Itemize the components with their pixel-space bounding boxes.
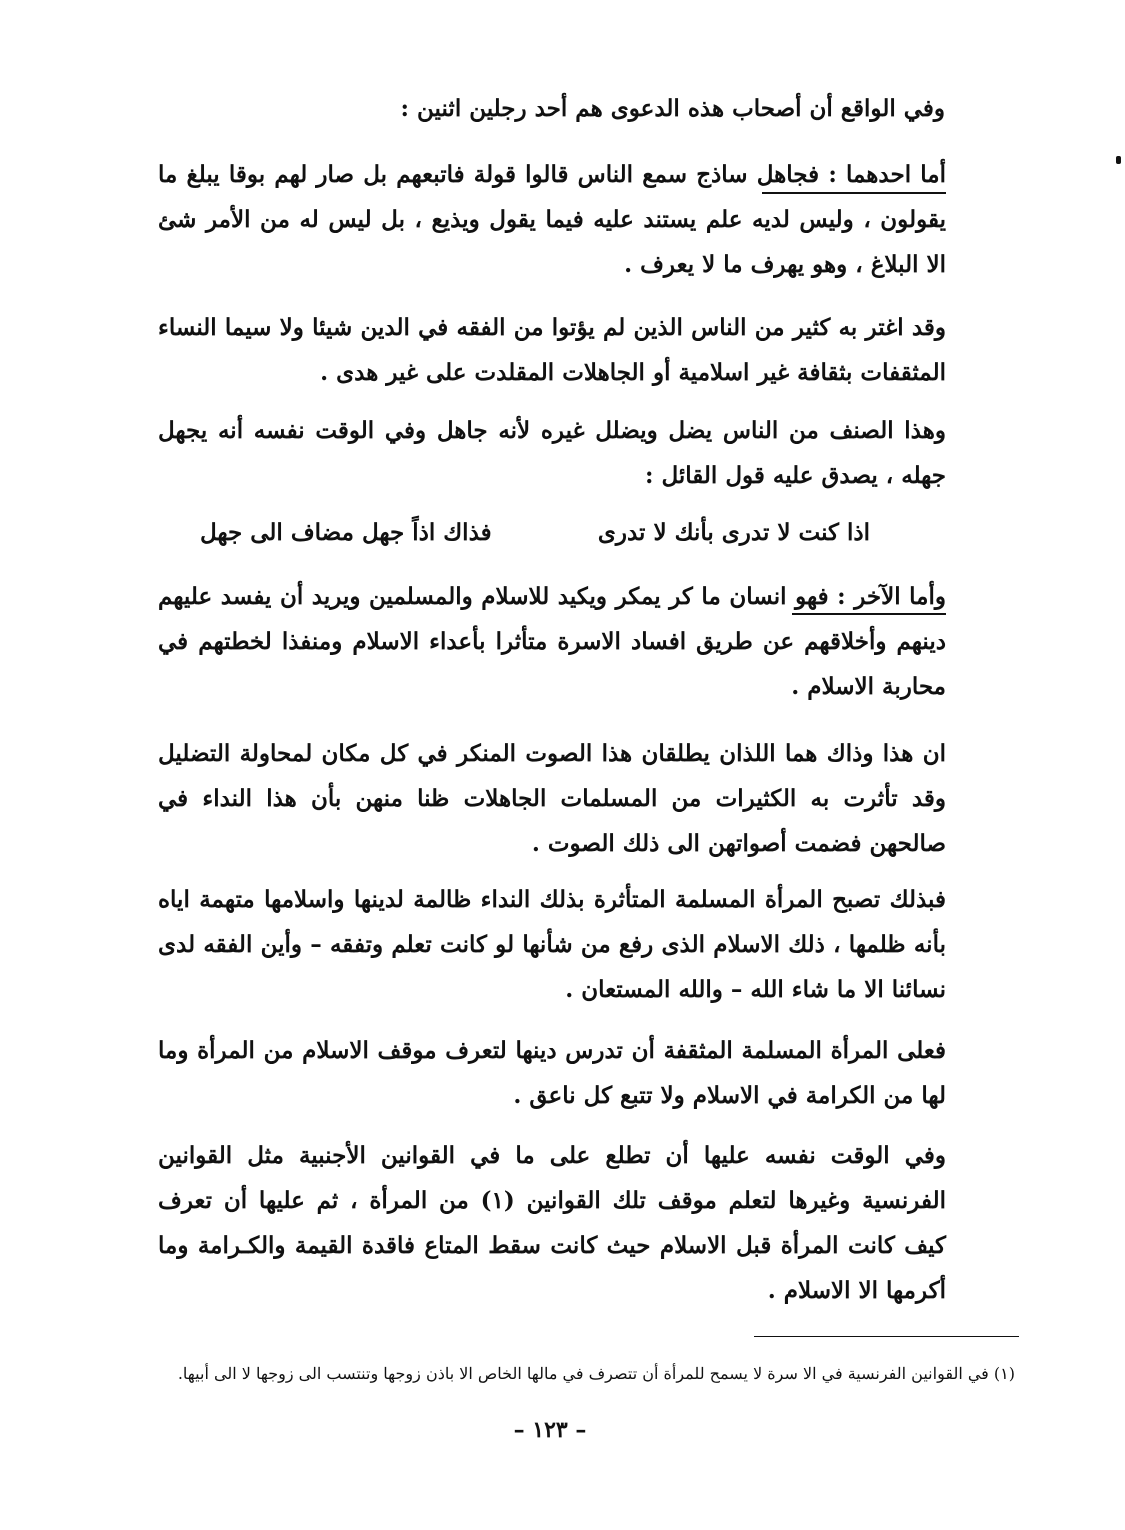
paragraph-first-man: أما احدهما : فجاهل ساذج سمع الناس قالوا قولة فاتبعهم بل صار لهم بوقا يبلغ ما يقولون ، وليس لديه علم يستند عليه فيما يقول ويذيع ، بل ليس له من الأمر شئ الا البلاغ ، وهو يهرف ما لا يعرف . xyxy=(158,161,946,278)
verse-second-hemistich: فذاك اذاً جهل مضاف الى جهل xyxy=(200,519,492,546)
heading-underline-second xyxy=(792,613,946,615)
poetry-verse xyxy=(200,510,870,555)
footnote-divider xyxy=(754,1336,1019,1337)
margin-mark xyxy=(1116,156,1121,164)
paragraph: فبذلك تصبح المرأة المسلمة المتأثرة بذلك النداء ظالمة لدينها واسلامها متهمة اياه بأنه ظلمها ، ذلك الاسلام الذى رفع من شأنها لو كانت تعلم وتفقه – وأين الفقه لدى نسائنا الا ما شاء الله – والله المستعان . xyxy=(158,886,946,1003)
paragraph: وقد اغتر به كثير من الناس الذين لم يؤتوا من الفقه في الدين شيئا ولا سيما النساء المثقفات بثقافة غير اسلامية أو الجاهلات المقلدت على غير هدى . xyxy=(158,314,946,386)
paragraph-second-man: وأما الآخر : فهو انسان ما كر يمكر ويكيد للاسلام والمسلمين ويريد أن يفسد عليهم دينهم وأخلاقهم عن طريق افساد الاسرة متأثرا بأعداء الاسلام ومنفذا لخطتهم في محاربة الاسلام . xyxy=(158,583,946,700)
heading-underline-first xyxy=(762,192,946,194)
paragraph: وفي الوقت نفسه عليها أن تطلع على ما في القوانين الأجنبية مثل القوانين الفرنسية وغيرها لتعلم موقف تلك القوانين (١) من المرأة ، ثم عليها أن تعرف كيف كانت المرأة قبل الاسلام حيث كانت سقط المتاع فاقدة القيمة والكـرامة وما أكرمها الا الاسلام . xyxy=(158,1142,946,1304)
paragraph: فعلى المرأة المسلمة المثقفة أن تدرس دينها لتعرف موقف الاسلام من المرأة وما لها من الكرامة في الاسلام ولا تتبع كل ناعق . xyxy=(158,1037,946,1109)
intro-line: وفي الواقع أن أصحاب هذه الدعوى هم أحد رجلين اثنين : xyxy=(400,95,945,122)
verse-first-hemistich: اذا كنت لا تدرى بأنك لا تدرى xyxy=(597,519,870,546)
footnote: (١) في القوانين الفرنسية في الا سرة لا يسمح للمرأة أن تتصرف في مالها الخاص الا باذن زوجها وتنتسب الى زوجها لا الى أبيها. xyxy=(177,1364,1015,1383)
paragraph: ان هذا وذاك هما اللذان يطلقان هذا الصوت المنكر في كل مكان لمحاولة التضليل وقد تأثرت به الكثيرات من المسلمات الجاهلات ظنا منهن بأن هذا النداء في صالحهن فضمت أصواتهن الى ذلك الصوت . xyxy=(158,740,946,857)
page-number: – ١٢٣ – xyxy=(513,1417,587,1443)
paragraph: وهذا الصنف من الناس يضل ويضلل غيره لأنه جاهل وفي الوقت نفسه أنه يجهل جهله ، يصدق عليه قول القائل : xyxy=(158,417,946,489)
